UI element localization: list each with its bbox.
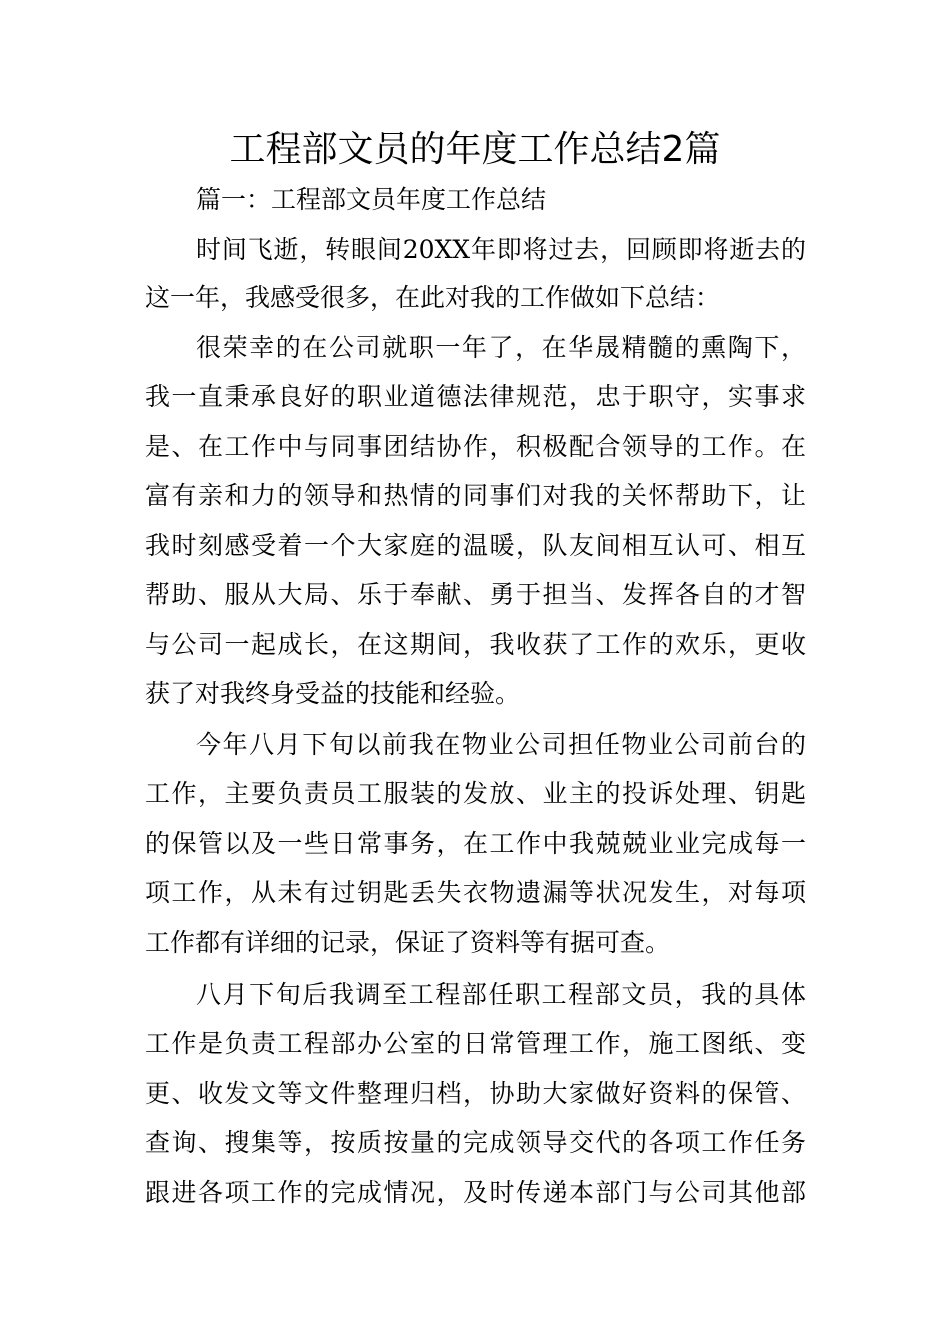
paragraph-line: 很荣幸的在公司就职一年了，在华晟精髓的熏陶下， bbox=[196, 333, 806, 362]
paragraph-line: 我时刻感受着一个大家庭的温暖，队友间相互认可、相互 bbox=[145, 531, 806, 560]
paragraph-line: 今年八月下旬以前我在物业公司担任物业公司前台的 bbox=[196, 730, 806, 759]
paragraph-line: 跟进各项工作的完成情况，及时传递本部门与公司其他部 bbox=[145, 1178, 806, 1207]
paragraph-line: 八月下旬后我调至工程部任职工程部文员，我的具体 bbox=[196, 980, 806, 1009]
paragraph-line: 更、收发文等文件整理归档，协助大家做好资料的保管、 bbox=[145, 1079, 806, 1108]
paragraph-line: 帮助、服从大局、乐于奉献、勇于担当、发挥各自的才智 bbox=[145, 580, 806, 609]
document-title: 工程部文员的年度工作总结2篇 bbox=[229, 129, 721, 170]
paragraph-line: 工作是负责工程部办公室的日常管理工作，施工图纸、变 bbox=[145, 1029, 806, 1058]
section-heading: 篇一：工程部文员年度工作总结 bbox=[196, 185, 547, 214]
paragraph-line: 的保管以及一些日常事务，在工作中我兢兢业业完成每一 bbox=[145, 829, 806, 858]
paragraph-line: 富有亲和力的领导和热情的同事们对我的关怀帮助下，让 bbox=[145, 481, 806, 510]
paragraph-line: 查询、搜集等，按质按量的完成领导交代的各项工作任务 bbox=[145, 1128, 806, 1157]
paragraph-line: 工作都有详细的记录，保证了资料等有据可查。 bbox=[145, 928, 671, 957]
paragraph-line: 我一直秉承良好的职业道德法律规范，忠于职守，实事求 bbox=[145, 382, 806, 411]
paragraph-line: 与公司一起成长，在这期间，我收获了工作的欢乐，更收 bbox=[145, 630, 806, 659]
paragraph-line: 是、在工作中与同事团结协作，积极配合领导的工作。在 bbox=[145, 432, 806, 461]
paragraph-line: 这一年，我感受很多，在此对我的工作做如下总结： bbox=[145, 283, 721, 312]
paragraph-line: 获了对我终身受益的技能和经验。 bbox=[145, 679, 521, 708]
paragraph-line: 工作，主要负责员工服装的发放、业主的投诉处理、钥匙 bbox=[145, 779, 806, 808]
paragraph-line: 项工作，从未有过钥匙丢失衣物遗漏等状况发生，对每项 bbox=[145, 878, 806, 907]
paragraph-line: 时间飞逝，转眼间20XX年即将过去，回顾即将逝去的 bbox=[196, 235, 806, 264]
